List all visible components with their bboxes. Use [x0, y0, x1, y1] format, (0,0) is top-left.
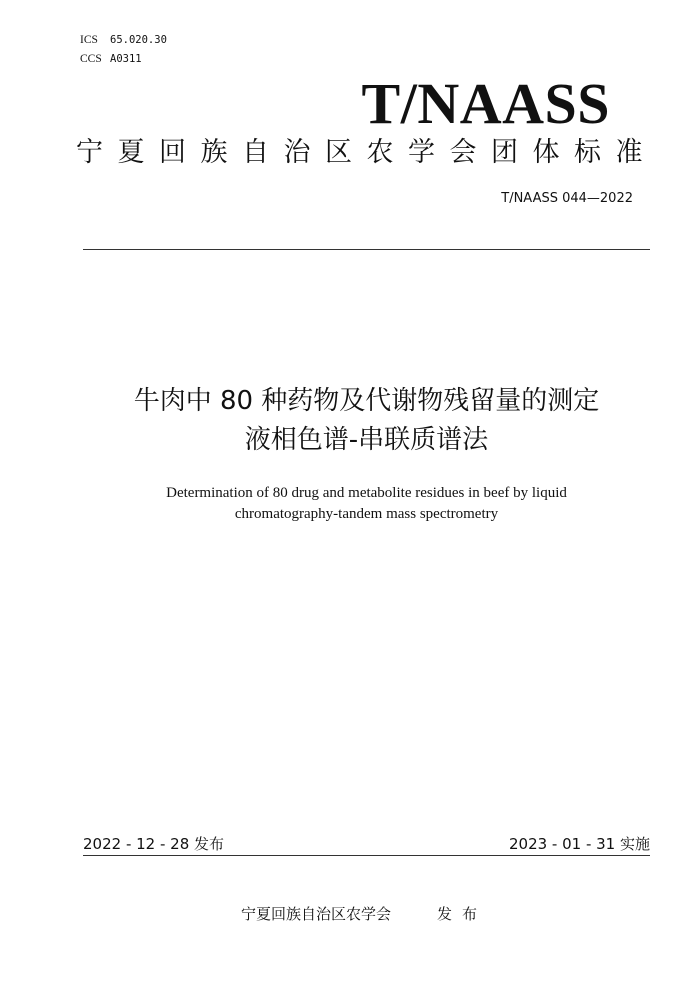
ccs-label: CCS — [80, 53, 102, 65]
footer-divider — [83, 855, 650, 856]
chinese-title-line-1: 牛肉中 80 种药物及代谢物残留量的测定 — [133, 386, 600, 416]
ics-code-row — [80, 33, 167, 47]
ccs-code-row — [80, 52, 142, 66]
publish-date: 2022 - 12 - 28 发布 — [83, 835, 225, 853]
organization-standard-name: 宁夏回族自治区农学会团体标准 — [76, 137, 657, 168]
standard-number: T/NAASS 044—2022 — [501, 191, 633, 206]
implementation-date: 2023 - 01 - 31 实施 — [508, 835, 650, 853]
ics-label: ICS — [80, 34, 98, 46]
brand-logo: T/NAASS — [361, 71, 610, 136]
english-title-line-2: chromatography-tandem mass spectrometry — [234, 506, 499, 522]
issue-action: 发布 — [437, 905, 488, 923]
ccs-value: A0311 — [110, 53, 142, 65]
chinese-title-line-2: 液相色谱-串联质谱法 — [244, 425, 489, 455]
header-divider — [83, 249, 650, 250]
ics-value: 65.020.30 — [110, 34, 167, 46]
english-title-line-1: Determination of 80 drug and metabolite residues in beef by liquid — [166, 485, 567, 501]
issuing-organization: 宁夏回族自治区农学会 — [241, 905, 392, 923]
